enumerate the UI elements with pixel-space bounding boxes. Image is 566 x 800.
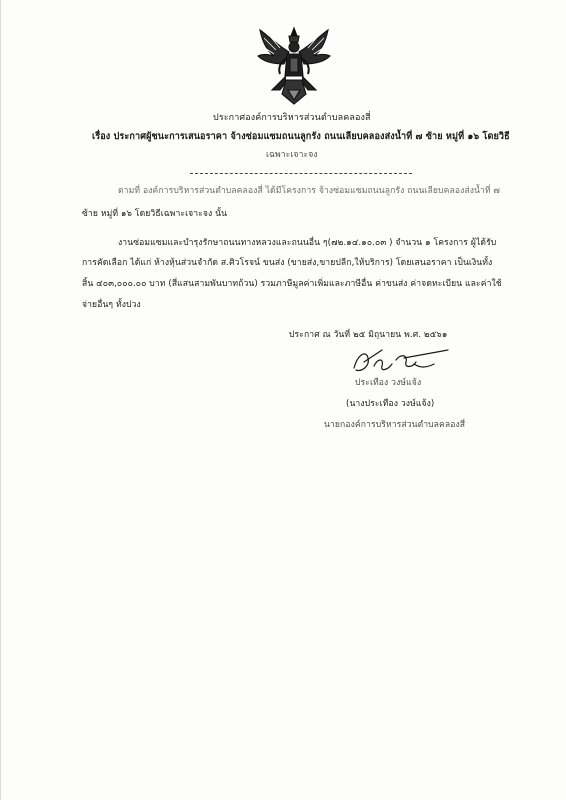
subject-line-2: เฉพาะเจาะจง <box>266 150 318 160</box>
announce-date: ประกาศ ณ วันที่ ๒๕ มิถุนายน พ.ศ. ๒๕๖๑ <box>289 330 448 340</box>
paragraph-1-line-2: ซ้าย หมู่ที่ ๑๖ โดยวิธีเฉพาะเจาะจง นั้น <box>82 209 228 219</box>
signer-full-name: (นางประเทือง วงษ์แจ้ง) <box>346 399 435 409</box>
paragraph-2-line-4: จ่ายอื่นๆ ทั้งปวง <box>82 300 141 310</box>
paragraph-2-line-1: งานซ่อมแซมและบำรุงรักษาถนนทางหลวงและถนนอื่น ๆ(๗๒.๑๔.๑๐.๐๓ ) จำนวน ๑ โครงการ ผู้ได้รับ <box>118 238 497 248</box>
subject-line-1: เรื่อง ประกาศผู้ชนะการเสนอราคา จ้างซ่อมแซมถนนลูกรัง ถนนเลียบคลองส่งน้ำที่ ๗ ซ้าย หมู่ที่ ๑๖ โดยวิธี <box>92 132 510 142</box>
signer-title: นายกองค์การบริหารส่วนตำบลคลองสี่ <box>324 420 466 430</box>
separator-line <box>190 173 412 174</box>
signer-name: ประเทือง วงษ์แจ้ง <box>355 378 422 388</box>
agency-heading: ประกาศองค์การบริหารส่วนตำบลคลองสี่ <box>213 113 371 123</box>
paragraph-2-line-2: การคัดเลือก ได้แก่ ห้างหุ้นส่วนจำกัด ส.ศิวโรจน์ ขนส่ง (ขายส่ง,ขายปลีก,ให้บริการ) โดยเสนอราคา เป็นเงินทั้ง <box>82 258 493 268</box>
paragraph-2-line-3: สิ้น ๔๐๓,๐๐๐.๐๐ บาท (สี่แสนสามพันบาทถ้วน) รวมภาษีมูลค่าเพิ่มและภาษีอื่น ค่าขนส่ง ค่าจดทะเบียน และค่าใช้ <box>82 279 502 289</box>
garuda-emblem-icon <box>256 24 332 108</box>
paragraph-1-line-1: ตามที่ องค์การบริหารส่วนตำบลคลองสี่ ได้มีโครงการ จ้างซ่อมแซมถนนลูกรัง ถนนเลียบคลองส่งน้ำที่ ๗ <box>118 186 500 196</box>
handwritten-signature-icon <box>344 344 454 378</box>
scan-edge <box>0 0 1 800</box>
